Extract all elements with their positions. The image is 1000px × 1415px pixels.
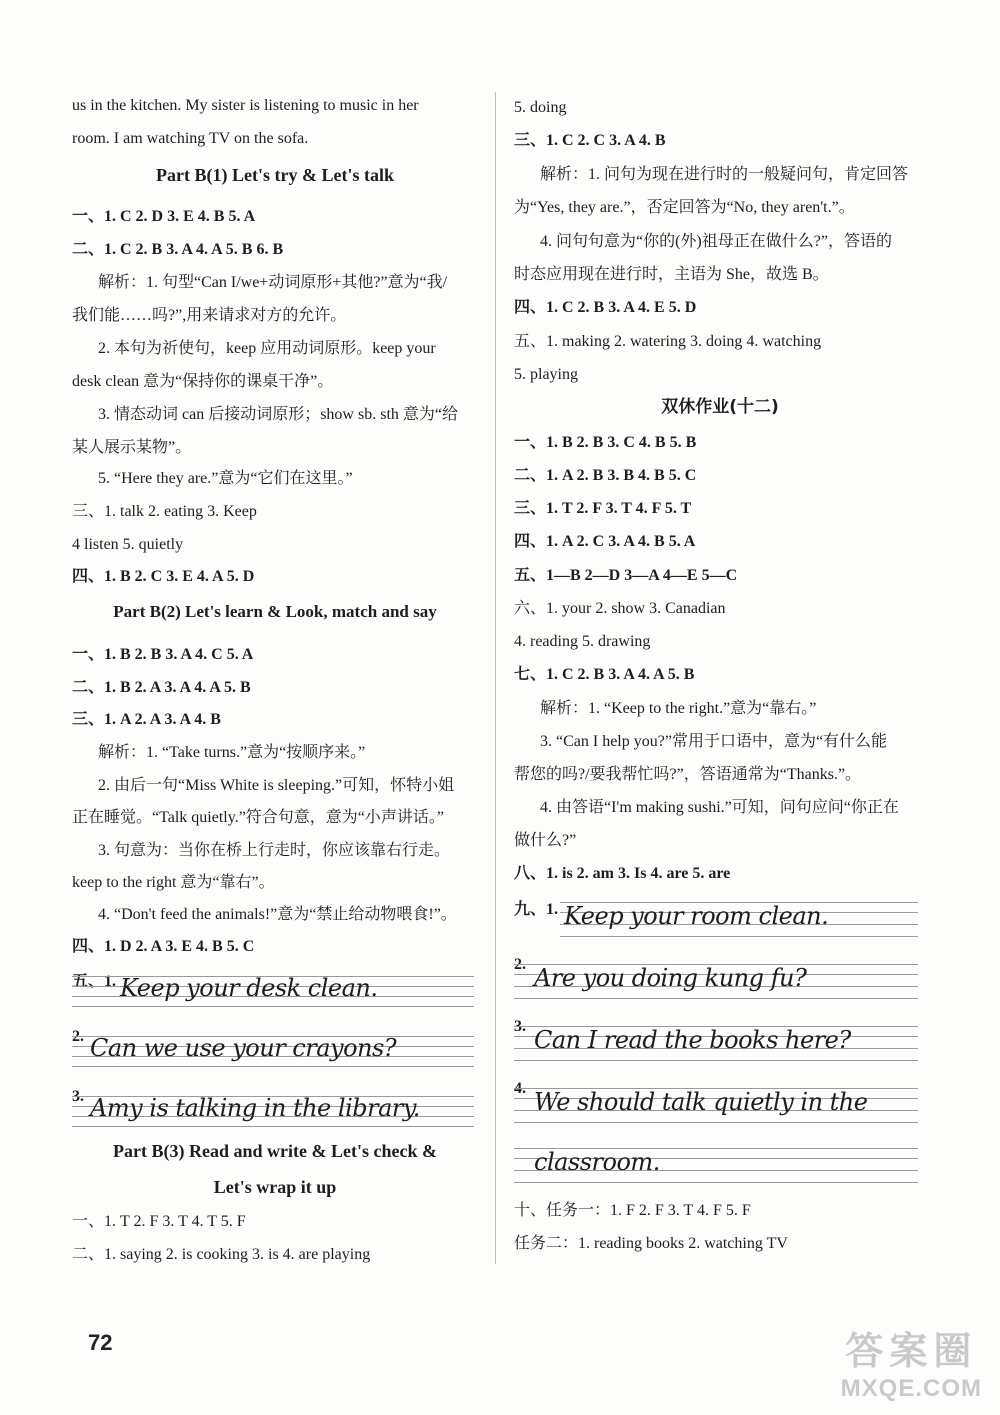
answer-row: 四、1. D 2. A 3. E 4. B 5. C	[72, 938, 255, 955]
answer-row: 四、1. B 2. C 3. E 4. A 5. D	[72, 568, 255, 585]
handwritten-answer: We should talk quietly in the	[534, 1088, 868, 1116]
answer-row: 一、1. B 2. B 3. C 4. B 5. B	[514, 434, 697, 451]
handwritten-answer: Keep your room clean.	[564, 902, 829, 930]
explanation-line: 解析：1. 问句为现在进行时的一般疑问句，肯定回答	[540, 166, 909, 183]
answer-row: 一、1. C 2. D 3. E 4. B 5. A	[72, 208, 256, 225]
answer-row: 四、1. A 2. C 3. A 4. B 5. A	[514, 533, 696, 550]
explanation-line: 帮您的吗?/要我帮忙吗?”，答语通常为“Thanks.”。	[514, 766, 862, 783]
answer-row: 一、1. B 2. B 3. A 4. C 5. A	[72, 646, 254, 663]
explanation-line: 3. 情态动词 can 后接动词原形；show sb. sth 意为“给	[98, 406, 458, 423]
writing-label: 九、1.	[514, 901, 559, 918]
answer-row: 4. reading 5. drawing	[514, 633, 651, 650]
answer-row: 二、1. A 2. B 3. B 4. B 5. C	[514, 467, 697, 484]
explanation-line: 3. 句意为：当你在桥上行走时，你应该靠右行走。	[98, 842, 451, 859]
task-row: 任务二：1. reading books 2. watching TV	[514, 1235, 788, 1252]
answer-row: 二、1. B 2. A 3. A 4. A 5. B	[72, 679, 251, 696]
section-heading-b1: Part B(1) Let's try & Let's talk	[156, 165, 394, 185]
intro-line-1: us in the kitchen. My sister is listening to music in her	[72, 97, 419, 114]
handwriting-block-1	[72, 970, 474, 1020]
writing-label: 五、1.	[72, 973, 117, 990]
task-row: 十、任务一：1. F 2. F 3. T 4. F 5. F	[514, 1202, 751, 1219]
answer-row: 二、1. saying 2. is cooking 3. is 4. are playing	[72, 1246, 371, 1263]
answer-row: 三、1. talk 2. eating 3. Keep	[72, 503, 257, 520]
watermark-url: MXQE.COM	[840, 1375, 982, 1402]
explanation-line: 4. “Don't feed the animals!”意为“禁止给动物喂食!”。	[98, 906, 457, 923]
handwriting-block-3: 3. Can I read the books here?	[514, 1020, 918, 1070]
explanation-line: 时态应用现在进行时，主语为 She，故选 B。	[514, 266, 829, 283]
answer-row: 六、1. your 2. show 3. Canadian	[514, 600, 726, 617]
handwritten-answer: Are you doing kung fu?	[534, 964, 807, 992]
handwritten-answer: Keep your desk clean.	[120, 974, 378, 1002]
handwriting-block-2: 2. Can we use your crayons?	[72, 1030, 474, 1080]
explanation-line: 为“Yes, they are.”，否定回答为“No, they aren't.”。	[514, 199, 855, 216]
explanation-line: 解析：1. “Take turns.”意为“按顺序来。”	[98, 744, 366, 761]
handwritten-answer-cont: classroom.	[534, 1148, 660, 1176]
handwritten-answer: Can we use your crayons?	[90, 1034, 397, 1062]
explanation-line: 3. “Can I help you?”常用于口语中，意为“有什么能	[540, 733, 888, 750]
answer-row: 三、1. C 2. C 3. A 4. B	[514, 132, 666, 149]
handwriting-block-2: 2. Are you doing kung fu?	[514, 958, 918, 1008]
answer-row: 三、1. T 2. F 3. T 4. F 5. T	[514, 500, 692, 517]
handwriting-block-1	[514, 898, 918, 948]
handwritten-answer: Can I read the books here?	[534, 1026, 851, 1054]
handwritten-answer: Amy is talking in the library.	[90, 1094, 420, 1122]
explanation-line: 某人展示某物”。	[72, 439, 192, 456]
explanation-line: 2. 由后一句“Miss White is sleeping.”可知，怀特小姐	[98, 777, 455, 794]
explanation-line: 4. 由答语“I'm making sushi.”可知，问句应问“你正在	[540, 799, 899, 816]
explanation-line: 5. “Here they are.”意为“它们在这里。”	[98, 470, 353, 487]
explanation-line: desk clean 意为“保持你的课桌干净”。	[72, 373, 334, 390]
section-heading-b3: Part B(3) Read and write & Let's check &	[113, 1141, 437, 1161]
explanation-line: 4. 问句句意为“你的(外)祖母正在做什么?”，答语的	[540, 233, 892, 250]
watermark-text: 答案圈	[845, 1329, 978, 1373]
explanation-line: 解析：1. “Keep to the right.”意为“靠右。”	[540, 700, 817, 717]
column-divider	[495, 92, 496, 1264]
answer-row: 二、1. C 2. B 3. A 4. A 5. B 6. B	[72, 241, 284, 258]
answer-row: 5. doing	[514, 99, 567, 116]
answer-row: 八、1. is 2. am 3. Is 4. are 5. are	[514, 865, 731, 882]
answer-row: 一、1. T 2. F 3. T 4. T 5. F	[72, 1213, 246, 1230]
explanation-line: 我们能……吗?”,用来请求对方的允许。	[72, 307, 347, 324]
handwriting-block-3: 3. Amy is talking in the library.	[72, 1090, 474, 1140]
section-heading-b2: Part B(2) Let's learn & Look, match and say	[113, 602, 437, 621]
watermark-logo	[841, 1320, 982, 1403]
section-heading-weekend-12: 双休作业(十二)	[661, 397, 779, 417]
intro-line-2: room. I am watching TV on the sofa.	[72, 130, 309, 147]
answer-row: 五、1—B 2—D 3—A 4—E 5—C	[514, 567, 738, 584]
section-heading-b3-cont: Let's wrap it up	[213, 1177, 337, 1197]
page-number: 72	[88, 1330, 113, 1355]
answer-row: 四、1. C 2. B 3. A 4. E 5. D	[514, 299, 697, 316]
answer-row: 4 listen 5. quietly	[72, 536, 184, 553]
explanation-line: 正在睡觉。“Talk quietly.”符合句意，意为“小声讲话。”	[72, 809, 445, 826]
explanation-line: 2. 本句为祈使句，keep 应用动词原形。keep your	[98, 340, 436, 357]
answer-row: 七、1. C 2. B 3. A 4. A 5. B	[514, 666, 695, 683]
answer-row: 5. playing	[514, 366, 578, 383]
explanation-line: 解析：1. 句型“Can I/we+动词原形+其他?”意为“我/	[98, 274, 448, 291]
explanation-line: 做什么?”	[514, 832, 577, 849]
answer-row: 五、1. making 2. watering 3. doing 4. watching	[514, 333, 822, 350]
explanation-line: keep to the right 意为“靠右”。	[72, 874, 275, 891]
handwriting-block-4: 4. We should talk quietly in the classroom.	[514, 1082, 918, 1192]
answer-row: 三、1. A 2. A 3. A 4. B	[72, 711, 221, 728]
